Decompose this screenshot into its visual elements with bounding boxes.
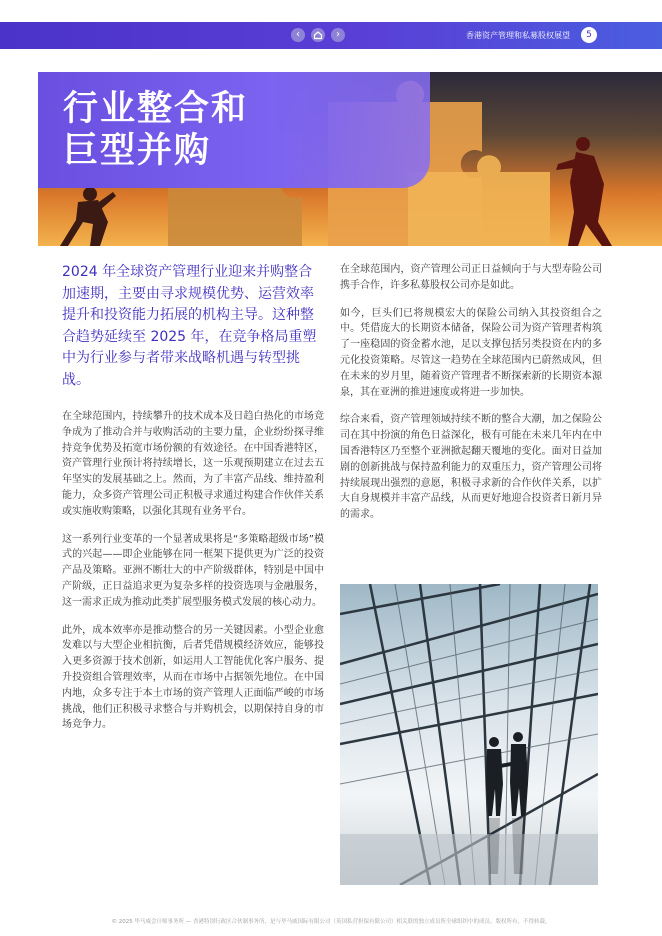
footer-copyright: © 2025 毕马威会计师事务所 — 香港特别行政区合伙制事务所，是与毕马威国际有限公司（英国私营担保有限公司）相关联的独立成员所全球组织中的成员。版权所有，不得转载。	[111, 919, 551, 925]
chevron-right-icon[interactable]: ›	[331, 28, 345, 42]
section-title	[63, 88, 393, 172]
body-paragraph: 综合来看，资产管理领域持续不断的整合大潮，加之保险公司在其中扮演的角色日益深化，极有可能在未来几年内在中国香港特区乃至整个亚洲掀起翻天覆地的变化。面对日益加剧的创新挑战与保持盈利能力的双重压力，资产管理公司将持续展现出强烈的意愿，积极寻求新的合作伙伴关系，以扩大自身规模并丰富产品线，从而更好地迎合投资者日新月异的需求。	[340, 414, 602, 521]
body-paragraph: 如今，巨头们已将规模宏大的保险公司纳入其投资组合之中。凭借庞大的长期资本储备，保险公司为资产管理者构筑了一座稳固的资金蓄水池，足以支撑包括另类投资在内的多元化投资策略。尽管这一趋势在全球范围内已蔚然成风，但在未来的岁月里，随着资产管理者不断探索新的长期资本源泉，其在亚洲的推进速度或将进一步加快。	[340, 307, 602, 398]
left-column	[62, 262, 324, 745]
atrium-scene	[340, 584, 598, 885]
section-title-line-1: 行业整合和	[63, 89, 249, 129]
publication-title: 香港资产管理和私募股权展望	[466, 31, 570, 40]
body-paragraph: 此外，成本效率亦是推动整合的另一关键因素。小型企业愈发难以与大型企业相抗衡，后者凭借规模经济效应，能够投入更多资源于技术创新，如运用人工智能优化客户服务、提升投资组合管理效率，从而在市场中占据领先地位。在中国内地，众多专注于本土市场的资产管理人正面临严峻的市场挑战，他们正积极寻求整合与并购机会，以期保持自身的市场竞争力。	[62, 624, 324, 731]
page-number-badge: 5	[581, 27, 597, 43]
chevron-left-icon[interactable]: ‹	[291, 28, 305, 42]
section-title-line-2: 巨型并购	[63, 131, 212, 171]
body-paragraph: 在全球范围内，资产管理公司正日益倾向于与大型寿险公司携手合作，许多私募股权公司亦是如此。	[340, 264, 602, 291]
glass-atrium-photo	[340, 584, 598, 885]
home-icon[interactable]	[311, 28, 325, 42]
lead-paragraph: 2024 年全球资产管理行业迎来并购整合加速期，主要由寻求规模优势、运营效率提升和投资能力拓展的机构主导。这种整合趋势延续至 2025 年，在竞争格局重塑中为行业参与者带来战略机遇与转型挑战。	[62, 264, 317, 388]
top-header-bar	[0, 22, 662, 49]
right-column	[340, 262, 602, 535]
body-paragraph: 在全球范围内，持续攀升的技术成本及日趋白热化的市场竞争成为了推动合并与收购活动的主要力量，企业纷纷探寻维持竞争优势及拓宽市场份额的有效途径。在中国香港特区，资产管理行业预计将持续增长，这一乐观预期建立在过去五年坚实的发展基础之上。然而，为了丰富产品线、维持盈利能力，众多资产管理公司正积极寻求通过构建合作伙伴关系或实施收购策略，以强化其现有业务平台。	[62, 411, 324, 517]
body-paragraph: 这一系列行业变革的一个显著成果将是“多策略超级市场”模式的兴起——即企业能够在同一框架下提供更为广泛的投资产品及策略。亚洲不断壮大的中产阶级群体，特别是中国中产阶级，正日益追求更为复杂多样的投资选项与金融服务，这一需求正成为推动此类扩展型服务模式发展的核心动力。	[62, 533, 324, 608]
